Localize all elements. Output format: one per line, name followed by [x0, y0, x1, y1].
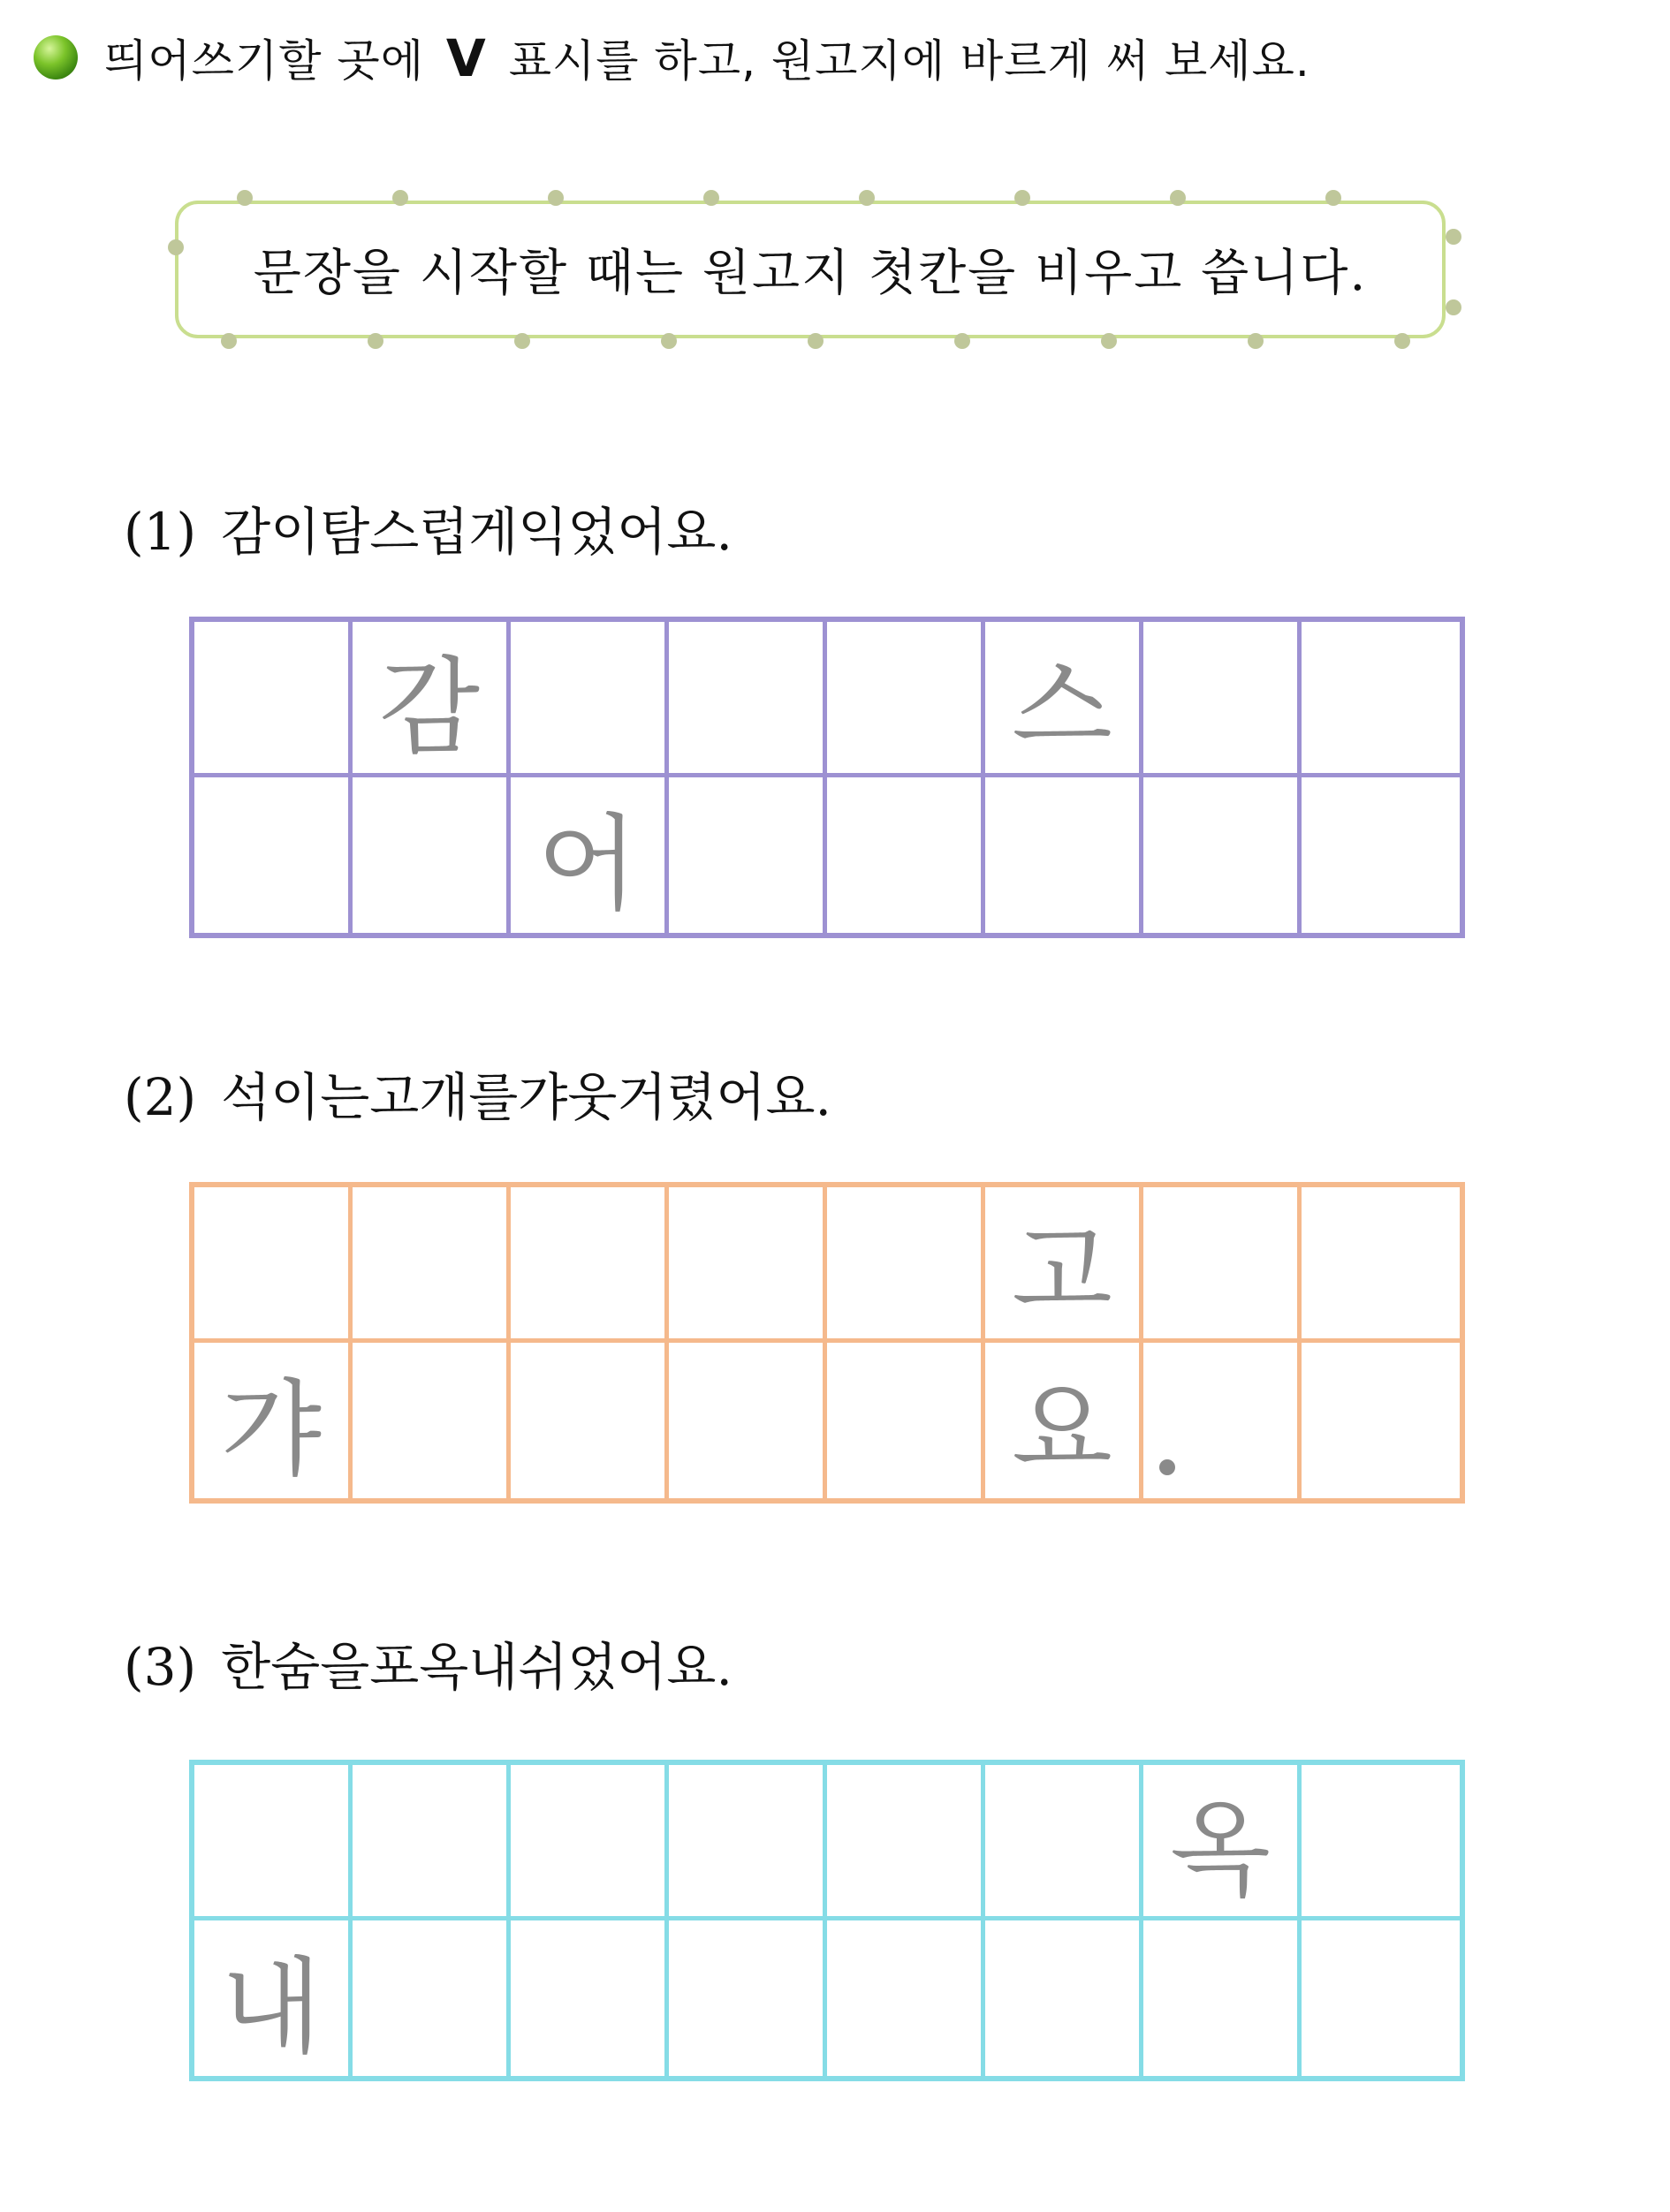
dot-icon: [514, 333, 530, 349]
dot-icon: [1101, 333, 1117, 349]
grid-cell[interactable]: [194, 777, 353, 933]
dot-icon: [1446, 229, 1461, 245]
grid-cell[interactable]: [827, 1187, 985, 1343]
manuscript-grid-2: [189, 1182, 1465, 1504]
grid-cell[interactable]: [511, 1920, 669, 2076]
question-3: [124, 1625, 733, 1700]
tip-box-frame: [175, 201, 1446, 338]
grid-cell[interactable]: [1143, 777, 1302, 933]
question-number: (1): [124, 502, 197, 562]
grid-cell[interactable]: [985, 1765, 1143, 1920]
dot-icon: [1446, 299, 1461, 315]
grid-cell[interactable]: [353, 1920, 511, 2076]
question-sentence: 석이는고개를갸웃거렸어요.: [221, 1067, 831, 1127]
dot-icon: [368, 333, 383, 349]
grid-cell[interactable]: [1302, 1765, 1460, 1920]
grid-cell[interactable]: [1302, 777, 1460, 933]
grid-cell[interactable]: [827, 1343, 985, 1498]
instruction-text: [104, 26, 1310, 89]
grid-cell[interactable]: [669, 1343, 827, 1498]
instruction-before: 띄어쓰기할 곳에: [104, 35, 424, 87]
green-bullet-icon: [34, 35, 78, 80]
grid-cell[interactable]: [1143, 622, 1302, 777]
dot-icon: [661, 333, 677, 349]
grid-cell[interactable]: [1302, 622, 1460, 777]
grid-cell[interactable]: [353, 1343, 511, 1498]
dot-icon: [808, 333, 824, 349]
grid-cell[interactable]: [669, 1765, 827, 1920]
tip-box: [168, 190, 1467, 349]
dot-icon: [1170, 190, 1186, 206]
grid-cell[interactable]: 갸: [194, 1343, 353, 1498]
question-sentence: 한숨을포옥내쉬었어요.: [221, 1637, 733, 1697]
dot-icon: [1014, 190, 1030, 206]
grid-cell[interactable]: [1302, 1187, 1460, 1343]
grid-cell[interactable]: [511, 1187, 669, 1343]
grid-cell[interactable]: [511, 1765, 669, 1920]
grid-cell[interactable]: [194, 1765, 353, 1920]
dot-icon: [548, 190, 564, 206]
question-2: [124, 1056, 831, 1130]
grid-cell[interactable]: 감: [353, 622, 511, 777]
question-number: (2): [124, 1067, 197, 1127]
grid-cell[interactable]: 내: [194, 1920, 353, 2076]
dot-icon: [221, 333, 237, 349]
instruction: [34, 27, 1310, 88]
dot-icon: [392, 190, 408, 206]
grid-cell[interactable]: [1302, 1343, 1460, 1498]
grid-cell[interactable]: [1143, 1187, 1302, 1343]
dot-icon: [1248, 333, 1264, 349]
grid-cell[interactable]: 요: [985, 1343, 1143, 1498]
question-1: [124, 490, 733, 564]
grid-cell[interactable]: [827, 622, 985, 777]
dot-icon: [954, 333, 970, 349]
grid-cell[interactable]: [194, 622, 353, 777]
grid-cell[interactable]: [985, 777, 1143, 933]
question-sentence: 감이탐스럽게익었어요.: [221, 502, 733, 562]
grid-cell[interactable]: [1302, 1920, 1460, 2076]
grid-cell[interactable]: [827, 1920, 985, 2076]
check-mark-icon: V: [445, 28, 487, 88]
manuscript-grid-1: [189, 617, 1465, 938]
grid-cell[interactable]: [353, 777, 511, 933]
grid-cell[interactable]: [194, 1187, 353, 1343]
grid-cell[interactable]: [511, 1343, 669, 1498]
period-mark: [1159, 1459, 1175, 1475]
grid-cell[interactable]: [511, 622, 669, 777]
grid-cell[interactable]: [669, 622, 827, 777]
grid-cell[interactable]: 옥: [1143, 1765, 1302, 1920]
grid-cell[interactable]: [1143, 1920, 1302, 2076]
dot-icon: [859, 190, 875, 206]
instruction-after: 표시를 하고, 원고지에 바르게 써 보세요.: [508, 35, 1310, 87]
grid-cell[interactable]: [669, 1920, 827, 2076]
grid-cell[interactable]: [985, 1920, 1143, 2076]
grid-cell[interactable]: [827, 1765, 985, 1920]
dot-icon: [1325, 190, 1341, 206]
grid-cell[interactable]: [669, 777, 827, 933]
tip-text: 문장을 시작할 때는 원고지 첫칸을 비우고 씁니다.: [253, 245, 1368, 302]
manuscript-grid-3: [189, 1760, 1465, 2081]
grid-cell[interactable]: [669, 1187, 827, 1343]
grid-cell[interactable]: 스: [985, 622, 1143, 777]
grid-cell-period[interactable]: [1143, 1343, 1302, 1498]
dot-icon: [1394, 333, 1410, 349]
grid-cell[interactable]: [353, 1765, 511, 1920]
grid-cell[interactable]: 어: [511, 777, 669, 933]
grid-cell[interactable]: 고: [985, 1187, 1143, 1343]
question-number: (3): [124, 1637, 197, 1697]
dot-icon: [168, 239, 184, 255]
dot-icon: [703, 190, 719, 206]
grid-cell[interactable]: [353, 1187, 511, 1343]
grid-cell[interactable]: [827, 777, 985, 933]
dot-icon: [237, 190, 253, 206]
